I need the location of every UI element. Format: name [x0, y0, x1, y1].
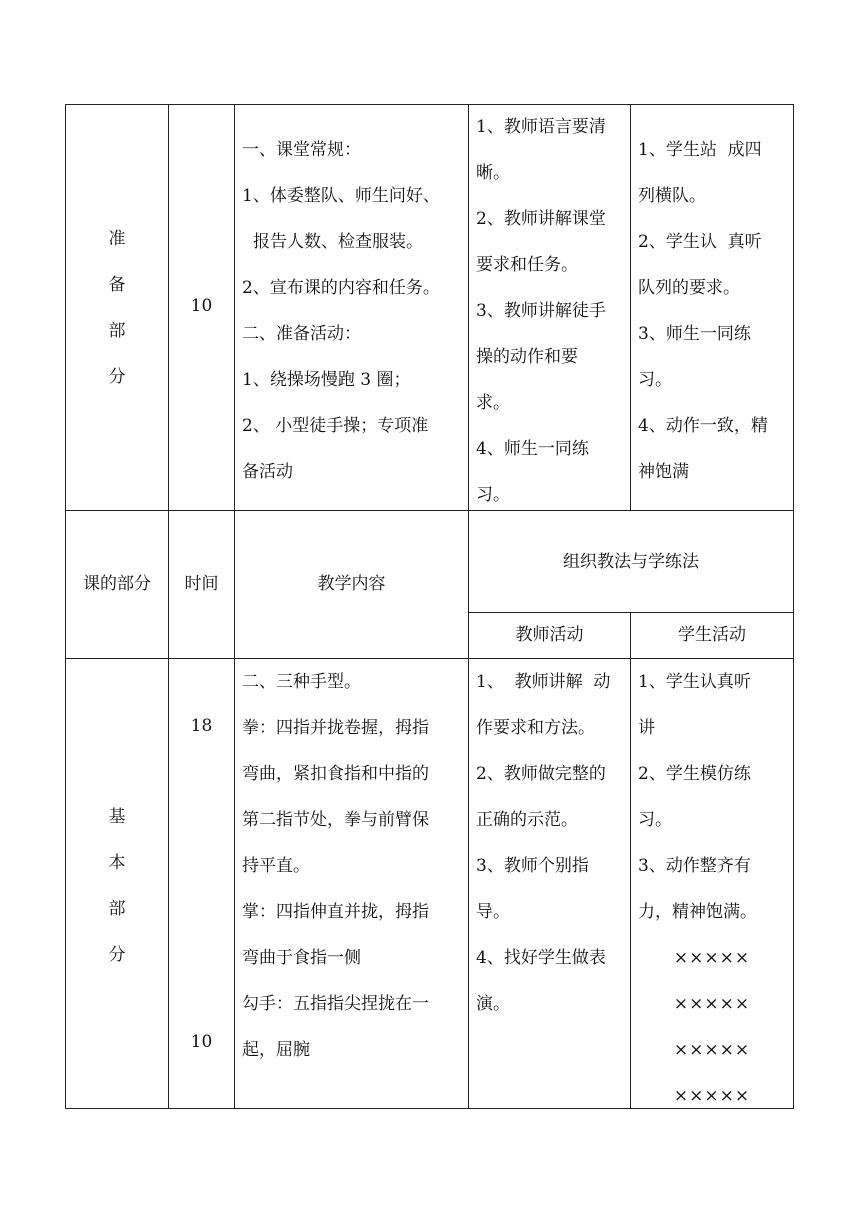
teacher-line: 2、教师做完整的	[476, 764, 606, 784]
content-line: 备活动	[242, 462, 293, 482]
basic-time-second: 10	[190, 1032, 213, 1052]
teacher-line: 晰。	[476, 163, 510, 183]
student-line: 3、师生一同练	[638, 324, 751, 344]
teacher-line: 3、教师讲解徒手	[476, 301, 606, 321]
teacher-line: 要求和任务。	[476, 255, 578, 275]
student-line: 习。	[638, 370, 672, 390]
student-line: 4、动作一致，精	[638, 416, 768, 436]
content-line: 一、课堂常规：	[242, 140, 361, 160]
section-char: 准	[108, 229, 126, 249]
formation-row: ×××××	[673, 948, 751, 968]
section-char: 基	[108, 807, 126, 827]
header-section: 课的部分	[83, 574, 151, 594]
section-char: 备	[108, 275, 126, 295]
header-student: 学生活动	[678, 625, 746, 645]
teacher-line: 求。	[476, 393, 510, 413]
content-line: 2、宣布课的内容和任务。	[242, 278, 440, 298]
grid-line	[65, 104, 794, 105]
prep-time: 10	[190, 296, 213, 316]
grid-line	[793, 104, 794, 1109]
header-content: 教学内容	[317, 574, 386, 594]
student-line: 力，精神饱满。	[638, 902, 757, 922]
grid-line	[234, 104, 235, 1109]
teacher-line: 演。	[476, 994, 510, 1014]
content-line: 二、准备活动：	[242, 324, 361, 344]
content-line: 持平直。	[242, 856, 310, 876]
content-line: 报告人数、检查服装。	[253, 232, 423, 252]
grid-line	[468, 104, 469, 1109]
content-line: 1、体委整队、师生问好、	[242, 186, 440, 206]
teacher-line: 1、 教师讲解 动	[476, 672, 611, 692]
content-line: 弯曲于食指一侧	[242, 948, 361, 968]
teacher-line: 导。	[476, 902, 510, 922]
teacher-line: 3、教师个别指	[476, 856, 589, 876]
teacher-line: 1、教师语言要清	[476, 117, 606, 137]
grid-line	[168, 104, 169, 1109]
content-line: 起，屈腕	[242, 1040, 310, 1060]
teacher-line: 2、教师讲解课堂	[476, 209, 606, 229]
student-line: 习。	[638, 810, 672, 830]
teacher-line: 操的动作和要	[476, 347, 578, 367]
teacher-line: 作要求和方法。	[476, 718, 595, 738]
student-line: 3、动作整齐有	[638, 856, 751, 876]
student-line: 神饱满	[638, 462, 689, 482]
content-line: 二、三种手型。	[242, 672, 361, 692]
section-char: 部	[108, 321, 126, 341]
grid-line	[65, 510, 794, 511]
grid-line	[630, 104, 631, 511]
student-line: 2、学生认 真听	[638, 232, 762, 252]
header-method: 组织教法与学练法	[563, 552, 699, 572]
basic-time-first: 18	[190, 716, 213, 736]
content-line: 1、绕操场慢跑 3 圈；	[242, 370, 411, 390]
student-line: 列横队。	[638, 186, 706, 206]
header-teacher: 教师活动	[515, 625, 584, 645]
teacher-line: 4、师生一同练	[476, 439, 589, 459]
content-line: 弯曲，紧扣食指和中指的	[242, 764, 429, 784]
content-line: 第二指节处，拳与前臂保	[242, 810, 429, 830]
teacher-line: 4、找好学生做表	[476, 948, 606, 968]
content-line: 拳：四指并拢卷握，拇指	[242, 718, 429, 738]
formation-row: ×××××	[673, 1086, 751, 1106]
content-line: 2、 小型徒手操；专项准	[242, 416, 429, 436]
content-line: 掌：四指伸直并拢，拇指	[242, 902, 429, 922]
prep-section-label	[66, 216, 168, 400]
basic-section-label	[66, 794, 168, 978]
student-line: 2、学生模仿练	[638, 764, 751, 784]
formation-row: ×××××	[673, 1040, 751, 1060]
section-char: 分	[108, 945, 126, 965]
section-char: 本	[108, 853, 126, 873]
teacher-line: 正确的示范。	[476, 810, 578, 830]
teacher-line: 习。	[476, 485, 510, 505]
section-char: 分	[108, 367, 126, 387]
student-line: 1、学生站 成四	[638, 140, 762, 160]
section-char: 部	[108, 899, 126, 919]
formation-row: ×××××	[673, 994, 751, 1014]
header-time: 时间	[184, 574, 219, 594]
student-line: 1、学生认真听	[638, 672, 751, 692]
content-line: 勾手：五指指尖捏拢在一	[242, 994, 429, 1014]
student-line: 讲	[638, 718, 655, 738]
grid-line	[468, 612, 794, 613]
student-line: 队列的要求。	[638, 278, 740, 298]
